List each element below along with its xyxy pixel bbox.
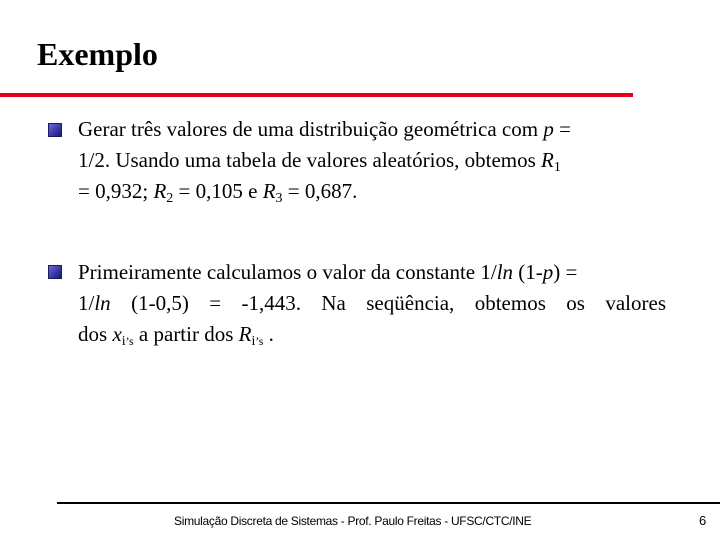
bullet-2-line-3: dos $x_i’s$ a partir dos $R_i’s$ . <box>78 322 274 349</box>
title-divider <box>0 93 633 97</box>
bullet-1-line-3: = 0,932; $R_2 = 0,105$ e $R_3 = 0,687$. <box>78 179 358 206</box>
bullet-2-line-1: Primeiramente calculamos o valor da constante 1/ln (1-p) = <box>78 260 578 284</box>
slide-title: Exemplo <box>37 36 158 72</box>
bullet-text-2 <box>78 257 666 350</box>
square-bullet-icon <box>48 123 62 137</box>
bullet-1-line-2: 1/2. Usando uma tabela de valores aleatórios, obtemos $R_1$ <box>78 148 561 175</box>
bullet-text-1 <box>78 114 666 207</box>
footer-divider <box>57 502 720 504</box>
square-bullet-icon <box>48 265 62 279</box>
page-number: 6 <box>699 513 707 528</box>
bullet-2-line-2: 1/ln (1-0,5) = -1,443. Na seqüência, obtemos os valores <box>78 291 666 315</box>
footer-credits: Simulação Discreta de Sistemas - Prof. Paulo Freitas - UFSC/CTC/INE <box>174 514 532 528</box>
bullet-1-line-1: Gerar três valores de uma distribuição geométrica com p = <box>78 117 571 141</box>
